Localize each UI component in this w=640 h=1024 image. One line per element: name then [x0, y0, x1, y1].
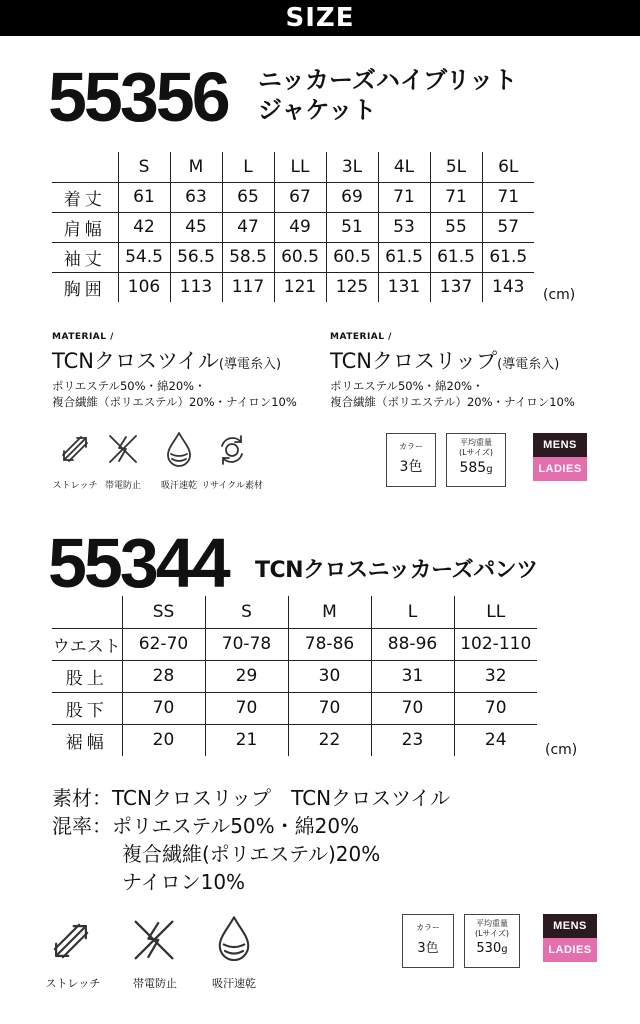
- size-header: 5L: [430, 152, 482, 182]
- table-cell: 131: [378, 272, 430, 302]
- table-cell: 63: [170, 182, 222, 212]
- table-cell: 28: [122, 660, 205, 692]
- table-cell: 106: [118, 272, 170, 302]
- gender-badge: [533, 433, 587, 481]
- size-header: S: [205, 596, 288, 628]
- weight-value: 530g: [476, 941, 508, 956]
- table-row: [52, 272, 534, 302]
- pants-material: 素材：TCNクロスリップ TCNクロスツイル: [52, 786, 451, 810]
- color-label: カラー: [399, 442, 423, 451]
- table-cell: 53: [378, 212, 430, 242]
- table-cell: 21: [205, 724, 288, 756]
- pants-unit: (cm): [545, 742, 578, 758]
- size-header: 4L: [378, 152, 430, 182]
- table-cell: 70: [371, 692, 454, 724]
- feature-label: 帯電防止: [133, 977, 177, 990]
- table-cell: 57: [482, 212, 534, 242]
- table-cell: 22: [288, 724, 371, 756]
- feature-label: ストレッチ: [52, 481, 98, 491]
- material-label: MATERIAL /: [330, 332, 392, 342]
- pants-composition-2: 複合繊維(ポリエステル)20%: [122, 842, 381, 866]
- table-cell: 42: [118, 212, 170, 242]
- material-name: TCNクロスツイル(導電糸入): [52, 349, 282, 373]
- size-header: M: [288, 596, 371, 628]
- feature-label: 吸汗速乾: [160, 481, 197, 491]
- color-value: 3色: [417, 941, 439, 956]
- table-cell: 54.5: [118, 242, 170, 272]
- table-cell: 121: [274, 272, 326, 302]
- material-name: TCNクロスリップ(導電糸入): [330, 349, 560, 373]
- table-cell: 78-86: [288, 628, 371, 660]
- table-cell: 56.5: [170, 242, 222, 272]
- table-cell: 102-110: [454, 628, 537, 660]
- table-row: [52, 692, 537, 724]
- table-cell: 88-96: [371, 628, 454, 660]
- table-cell: 143: [482, 272, 534, 302]
- table-cell: 60.5: [326, 242, 378, 272]
- color-info-box: [402, 914, 454, 968]
- size-header: LL: [454, 596, 537, 628]
- weight-label: 平均重量: [476, 919, 508, 928]
- table-cell: 61.5: [482, 242, 534, 272]
- color-label: カラー: [416, 923, 440, 932]
- table-cell: 65: [222, 182, 274, 212]
- ladies-badge: LADIES: [533, 457, 587, 481]
- table-cell: 70: [122, 692, 205, 724]
- size-header: L: [371, 596, 454, 628]
- material-composition: ポリエステル50%・綿20%・ 複合繊維（ポリエステル）20%・ナイロン10%: [52, 379, 297, 409]
- weight-value: 585g: [459, 460, 493, 476]
- recycle-icon: [214, 432, 250, 472]
- antistatic-icon: [130, 916, 178, 968]
- row-label: 着丈: [52, 182, 118, 212]
- pants-composition-3: ナイロン10%: [122, 870, 246, 894]
- table-cell: 71: [430, 182, 482, 212]
- table-cell: 70: [454, 692, 537, 724]
- size-header: 3L: [326, 152, 378, 182]
- material-note: (導電糸入): [497, 357, 560, 372]
- table-cell: 32: [454, 660, 537, 692]
- weight-info-box: [446, 433, 506, 487]
- ladies-badge: LADIES: [543, 938, 597, 962]
- size-header: M: [170, 152, 222, 182]
- row-label: 肩幅: [52, 212, 118, 242]
- table-row: [52, 628, 537, 660]
- table-cell: 55: [430, 212, 482, 242]
- table-cell: 71: [482, 182, 534, 212]
- material-label: MATERIAL /: [52, 332, 114, 342]
- jacket-name-line1: ニッカーズハイブリット: [258, 66, 518, 94]
- table-cell: 31: [371, 660, 454, 692]
- table-cell: 49: [274, 212, 326, 242]
- table-cell: 61: [118, 182, 170, 212]
- table-cell: 67: [274, 182, 326, 212]
- weight-size-label: (Lサイズ): [458, 448, 494, 457]
- table-cell: 71: [378, 182, 430, 212]
- row-label: 裾幅: [52, 724, 122, 756]
- size-header: 6L: [482, 152, 534, 182]
- jacket-name-line2: ジャケット: [258, 96, 377, 124]
- table-cell: 62-70: [122, 628, 205, 660]
- size-banner: SIZE: [0, 0, 640, 36]
- material-composition: ポリエステル50%・綿20%・ 複合繊維（ポリエステル）20%・ナイロン10%: [330, 379, 575, 409]
- size-header: S: [118, 152, 170, 182]
- stretch-icon: [48, 918, 94, 968]
- table-cell: 58.5: [222, 242, 274, 272]
- table-cell: 24: [454, 724, 537, 756]
- color-info-box: [386, 433, 436, 487]
- table-cell: 61.5: [430, 242, 482, 272]
- jacket-size-table: [52, 152, 534, 302]
- stretch-icon: [58, 432, 92, 470]
- table-row: [52, 724, 537, 756]
- weight-info-box: [464, 914, 520, 968]
- feature-label: ストレッチ: [45, 977, 101, 990]
- table-row: [52, 660, 537, 692]
- size-header: SS: [122, 596, 205, 628]
- table-cell: 23: [371, 724, 454, 756]
- jacket-unit: (cm): [543, 287, 576, 303]
- table-row: [52, 212, 534, 242]
- table-cell: 117: [222, 272, 274, 302]
- feature-label: リサイクル素材: [201, 481, 263, 491]
- pants-model-number: 55344: [48, 524, 228, 602]
- table-cell: 45: [170, 212, 222, 242]
- table-cell: 113: [170, 272, 222, 302]
- row-label: 袖丈: [52, 242, 118, 272]
- table-cell: 51: [326, 212, 378, 242]
- feature-label: 吸汗速乾: [212, 977, 256, 990]
- color-value: 3色: [399, 459, 423, 475]
- mens-badge: MENS: [543, 914, 597, 938]
- row-label: 股下: [52, 692, 122, 724]
- table-cell: 60.5: [274, 242, 326, 272]
- gender-badge: [543, 914, 597, 962]
- table-cell: 70: [205, 692, 288, 724]
- table-corner: [52, 152, 118, 182]
- table-cell: 47: [222, 212, 274, 242]
- table-corner: [52, 596, 122, 628]
- material-note: (導電糸入): [218, 357, 282, 372]
- table-cell: 30: [288, 660, 371, 692]
- row-label: 胸囲: [52, 272, 118, 302]
- size-header: L: [222, 152, 274, 182]
- antistatic-icon: [106, 432, 140, 470]
- pants-name: TCNクロスニッカーズパンツ: [255, 558, 538, 583]
- table-cell: 20: [122, 724, 205, 756]
- jacket-model-number: 55356: [48, 58, 228, 136]
- mens-badge: MENS: [533, 433, 587, 457]
- pants-composition: 混率：ポリエステル50%・綿20%: [52, 814, 360, 838]
- pants-size-table: [52, 596, 537, 756]
- row-label: 股上: [52, 660, 122, 692]
- table-cell: 70-78: [205, 628, 288, 660]
- weight-size-label: (Lサイズ): [474, 929, 510, 938]
- table-row: [52, 182, 534, 212]
- table-row: [52, 242, 534, 272]
- table-cell: 125: [326, 272, 378, 302]
- sweat-absorb-icon: [212, 912, 256, 968]
- table-cell: 29: [205, 660, 288, 692]
- table-cell: 69: [326, 182, 378, 212]
- table-cell: 70: [288, 692, 371, 724]
- table-cell: 61.5: [378, 242, 430, 272]
- sweat-absorb-icon: [162, 430, 196, 472]
- weight-label: 平均重量: [460, 438, 492, 447]
- row-label: ウエスト: [52, 628, 122, 660]
- feature-label: 帯電防止: [104, 481, 141, 491]
- size-header: LL: [274, 152, 326, 182]
- table-cell: 137: [430, 272, 482, 302]
